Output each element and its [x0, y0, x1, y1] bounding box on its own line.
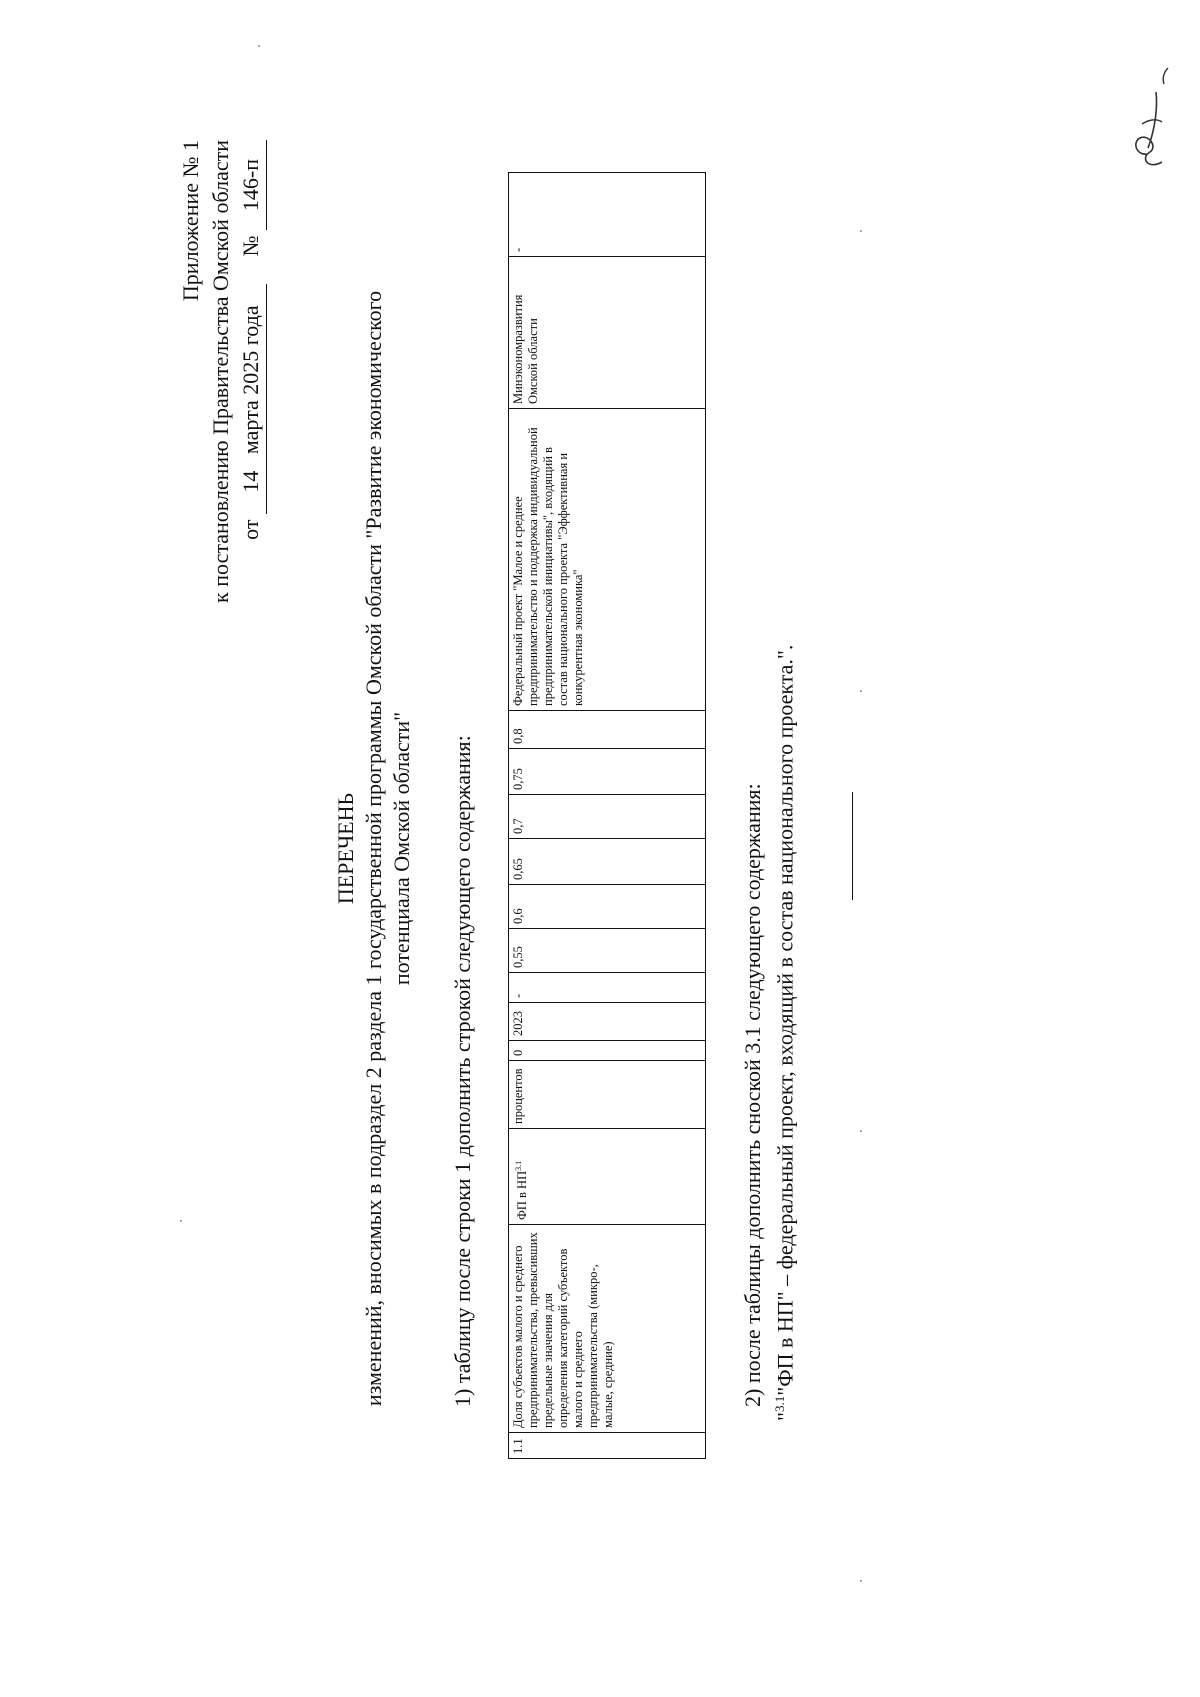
cell-indicator-name: Доля субъектов малого и среднего предпринимательства, превысивших предельные значения для определения категорий субъектов малого и среднего предпринимательства (микро-, малые, средние) — [509, 1225, 706, 1433]
decree-date-line — [236, 140, 267, 780]
scan-speck — [180, 1220, 182, 1222]
appendix-header — [176, 140, 267, 780]
document-title: ПЕРЕЧЕНЬ — [333, 792, 358, 905]
scan-speck — [860, 1580, 862, 1582]
level-text: ФП в НП — [515, 1170, 530, 1220]
cell-value: 0,7 — [509, 795, 706, 839]
scan-speck — [258, 45, 260, 47]
decree-year: 2025 года — [238, 305, 263, 395]
subtitle-line-2: потенциала Омской области" — [389, 711, 414, 986]
appendix-title: Приложение № 1 — [178, 140, 203, 302]
cell-unit: процентов — [509, 1061, 706, 1129]
cell-value: 0,55 — [509, 929, 706, 973]
cell-value: 0,65 — [509, 839, 706, 885]
decree-date — [236, 284, 267, 514]
cell-project: Федеральный проект "Малое и среднее предпринимательство и поддержка индивидуальной предпринимательской инициативы", входящий в состав национального проекта "Эффективная и конкурентная экономика" — [509, 409, 706, 711]
cell-number: 1.1 — [509, 1433, 706, 1459]
scan-speck — [860, 1130, 862, 1132]
decree-day: 14 — [238, 470, 263, 493]
footnote-body: "ФП в НП" – федеральный проект, входящий в состав национального проекта.". — [772, 644, 798, 1396]
decree-number: 146-п — [236, 140, 267, 230]
footnote-text — [772, 645, 798, 1421]
handwritten-signature — [1118, 62, 1178, 182]
date-prefix: от — [238, 519, 263, 540]
cell-extra: - — [509, 173, 706, 257]
scan-speck — [860, 230, 862, 232]
instruction-item-1: 1) таблицу после строки 1 дополнить строкой следующего содержания: — [450, 735, 475, 1407]
cell-value: - — [509, 973, 706, 1003]
scan-speck — [860, 690, 862, 692]
closing-rule — [852, 792, 853, 900]
footnote-mark: 3.1 — [772, 1395, 787, 1413]
subtitle-line-1: изменений, вносимых в подраздел 2 раздела 1 государственной программы Омской области "Развитие экономического — [361, 290, 386, 1407]
cell-level — [509, 1129, 706, 1225]
decree-month: марта — [238, 400, 263, 455]
instruction-item-2: 2) после таблицы дополнить сноской 3.1 следующего содержания: — [740, 783, 765, 1407]
appendix-reference: к постановлению Правительства Омской области — [208, 140, 233, 603]
cell-value: 0,75 — [509, 749, 706, 795]
inserted-table-row — [508, 172, 706, 1459]
cell-base-value: 0 — [509, 1041, 706, 1061]
table-row — [509, 173, 706, 1459]
level-footnote-mark: 3.1 — [514, 1160, 523, 1171]
cell-base-year: 2023 — [509, 1003, 706, 1041]
cell-responsible: Минэкономразвития Омской области — [509, 257, 706, 409]
cell-value: 0,8 — [509, 711, 706, 749]
cell-value: 0,6 — [509, 885, 706, 929]
footnote-open-quote: " — [772, 1412, 798, 1421]
document-subtitle — [360, 0, 416, 1697]
number-label: № — [238, 235, 263, 257]
